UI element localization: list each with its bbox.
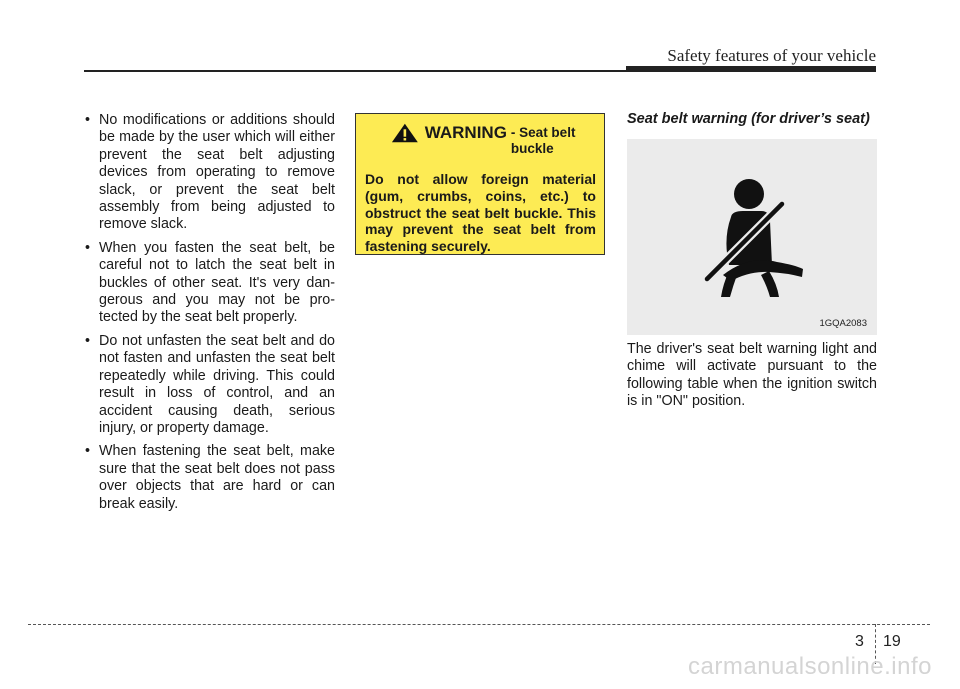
bullet-dot: • [85,239,91,256]
bullet-item [82,240,335,327]
bullet-list [82,112,335,513]
warning-box [355,113,605,255]
bullet-text: No modifications or additions should be made by the user which will either prevent the seat belt adjusting devices from operating to remove slack, or prevent the seat belt assembly from being adjusted to remove slack. [99,112,335,233]
bullet-item [82,443,335,513]
bullet-text: When you fasten the seat belt, be careful not to latch the seat belt in buckles of other seat. It's very dan-gerous and you may not be pro-tected by the seat belt properly. [99,239,335,326]
left-column [82,112,335,519]
warning-header [365,120,596,166]
chapter-number: 3 [855,633,864,650]
figure-code: 1GQA2083 [819,318,867,329]
bullet-dot: • [85,443,91,460]
seat-belt-figure [627,139,877,335]
seat-belt-warning-icon [627,139,877,335]
section-heading: Seat belt warning (for driver’s seat) [627,111,870,127]
watermark: carmanualsonline.info [688,653,932,680]
bullet-dot: • [85,112,91,128]
bullet-dot: • [85,332,91,349]
bullet-item [82,112,335,234]
warning-subtitle: - Seat belt buckle [510,125,576,156]
warning-text: Do not allow foreign material (gum, crumbs, coins, etc.) to obstruct the seat belt buckle. This may prevent the seat belt from fastening securely. [365,171,596,255]
footer-rule [28,624,930,625]
warning-title: WARNING [424,123,507,142]
warning-triangle-icon [391,122,419,144]
bullet-text: When fastening the seat belt, make sure that the seat belt does not pass over objects that are hard or can break easily. [99,443,335,512]
header-rule-accent [626,66,876,72]
bullet-item [82,333,335,437]
warning-light-description: The driver's seat belt warning light and chime will activate pursuant to the following table when the ignition switch is in "ON" position. [627,341,877,410]
bullet-text: Do not unfasten the seat belt and do not fasten and unfasten the seat belt repeatedly while driving. This could result in loss of control, and an accident causing death, serious injury, or property damage. [99,332,335,436]
page-number: 19 [883,633,901,650]
page-header-title: Safety features of your vehicle [667,46,876,65]
